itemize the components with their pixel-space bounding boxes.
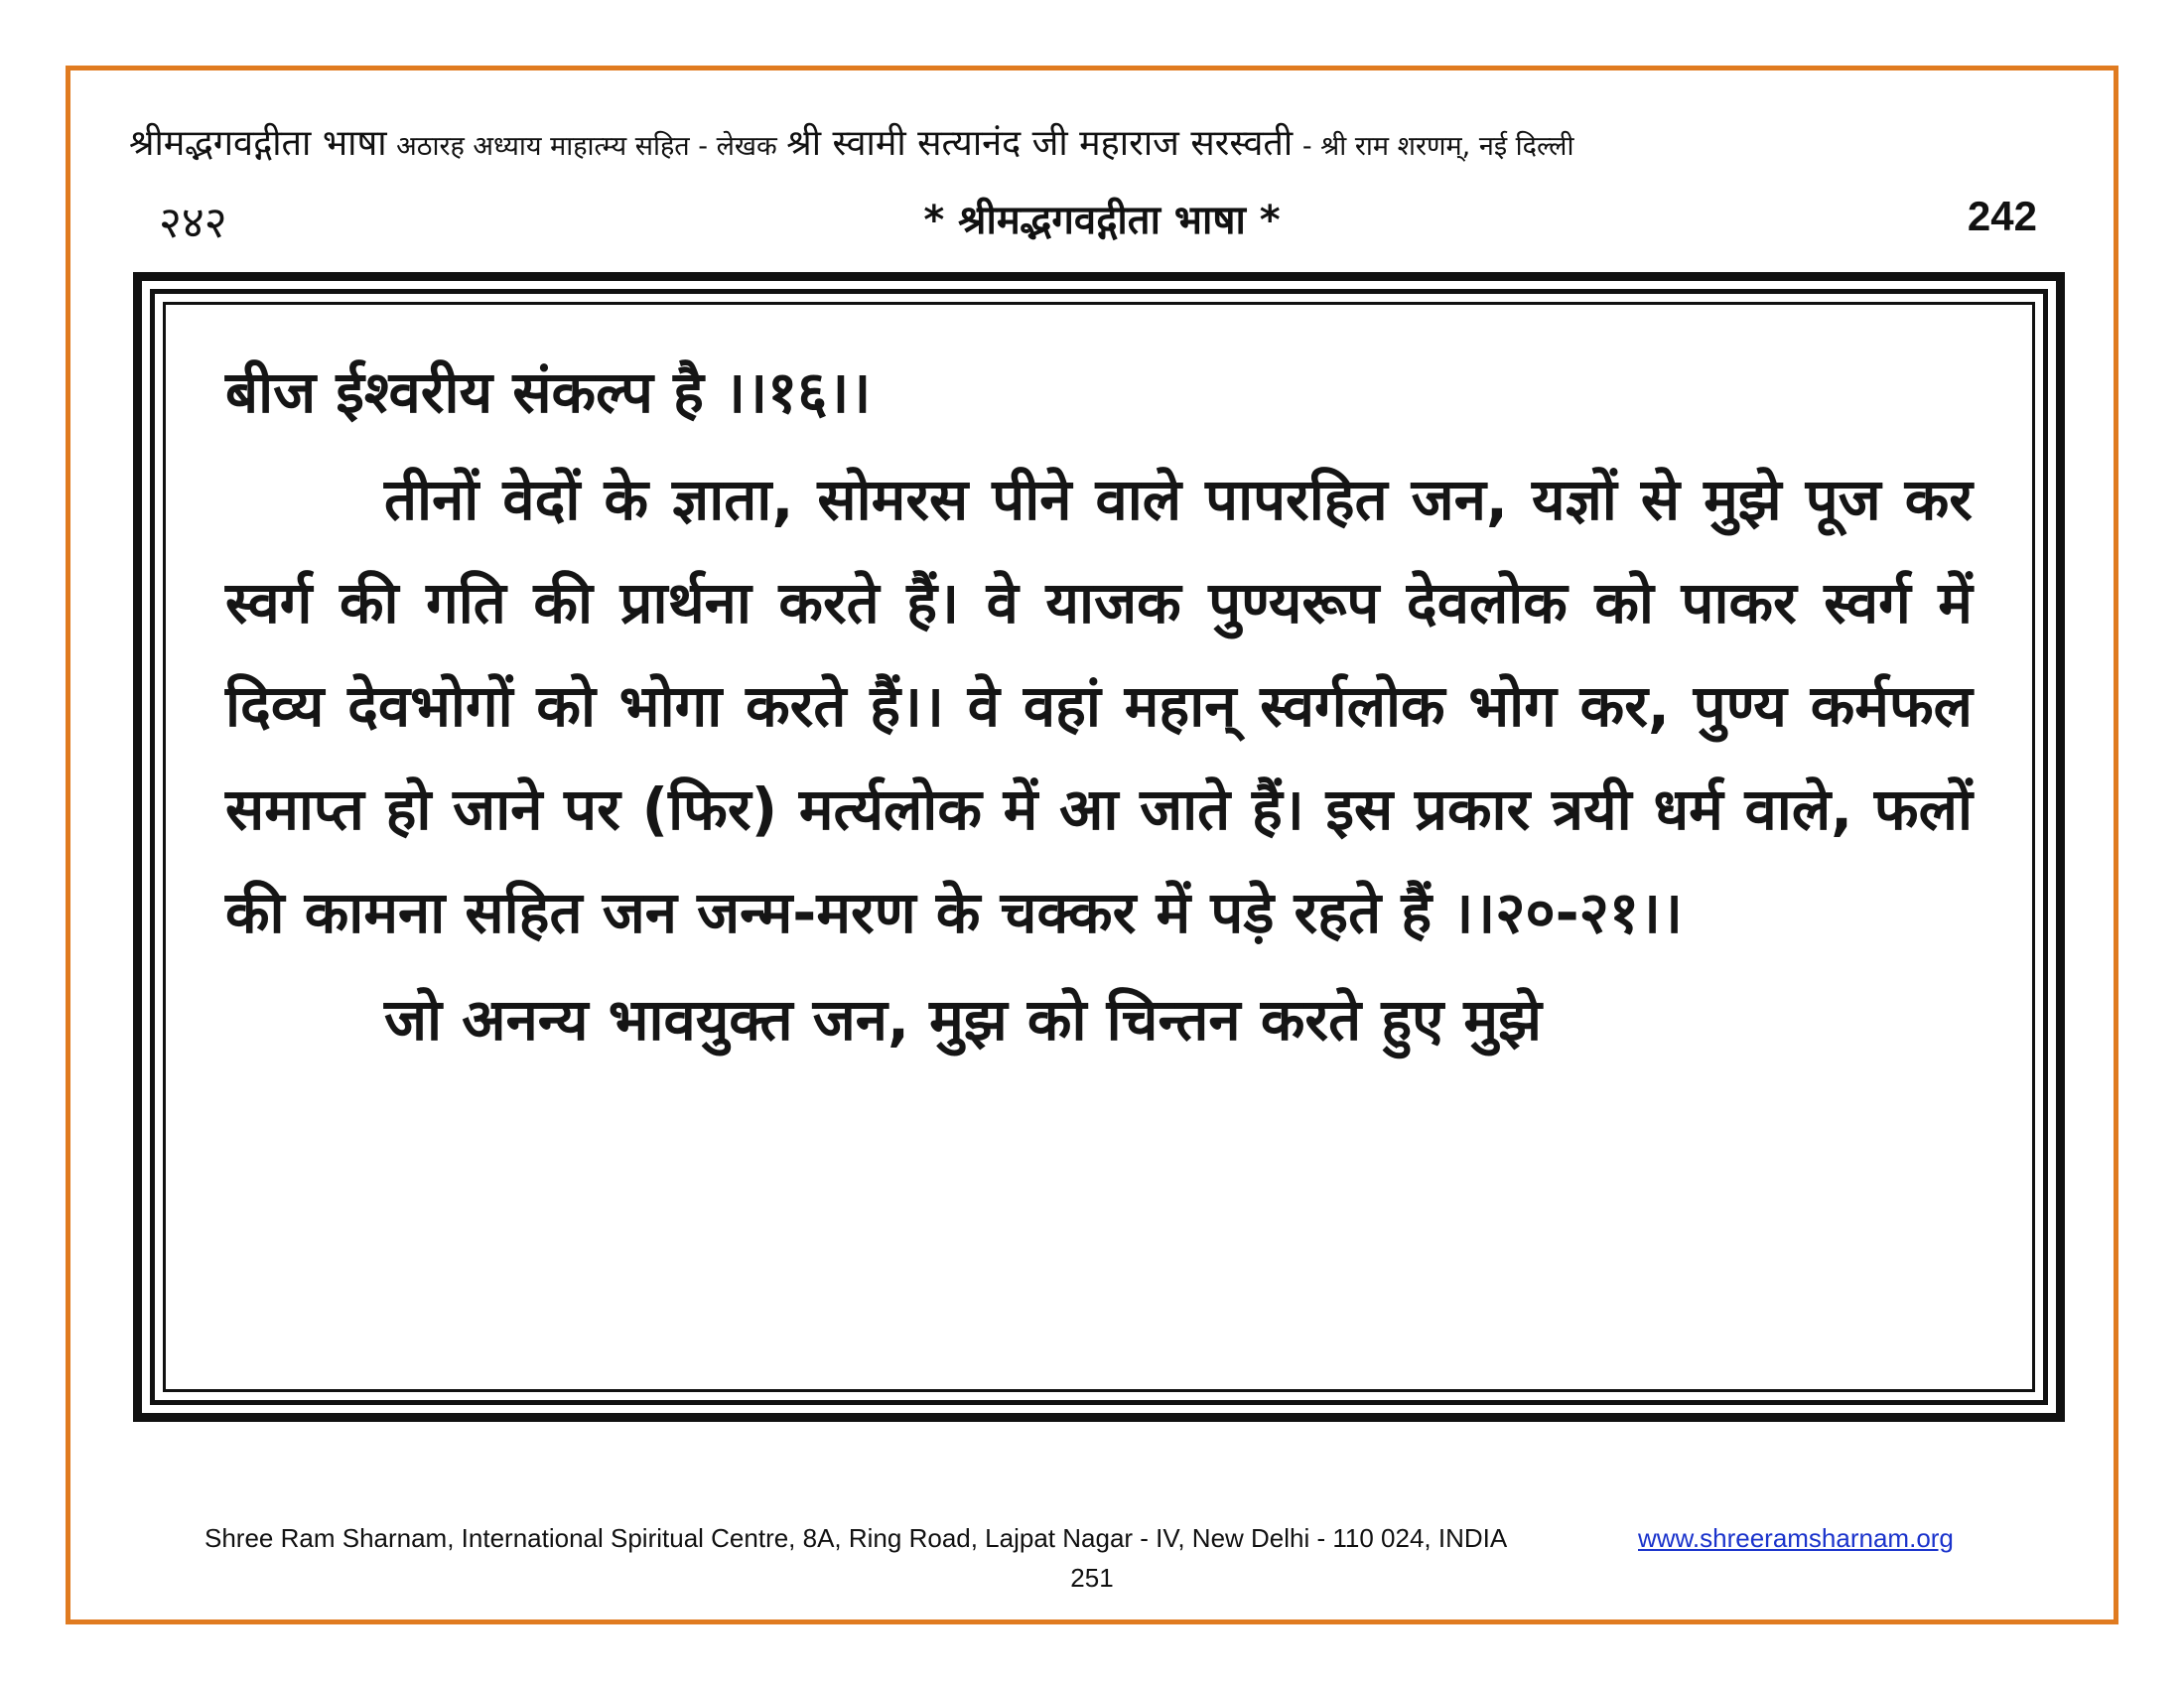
paragraph-verses-20-21: तीनों वेदों के ज्ञाता, सोमरस पीने वाले पापरहित जन, यज्ञों से मुझे पूज कर स्वर्ग की गति की प्रार्थना करते हैं। वे याजक पुण्यरूप देवलोक को पाकर स्वर्ग में दिव्य देवभोगों को भोगा करते हैं।। वे वहां महान् स्वर्गलोक भोग कर, पुण्य कर्मफल समाप्त हो जाने पर (फिर) मर्त्यलोक में आ जाते हैं। इस प्रकार त्रयी धर्म वाले, फलों की कामना सहित जन जन्म-मरण के चक्कर में पड़े रहते हैं ।।२०-२१।। [225, 466, 1973, 946]
scripture-frame [133, 272, 2065, 1422]
page-header [159, 187, 2045, 256]
running-title: * श्रीमद्भगवद्गीता भाषा * [923, 198, 1281, 243]
verse-ending-line: बीज ईश्वरीय संकल्प है ।।१६।। [225, 358, 872, 426]
footer-address: Shree Ram Sharnam, International Spiritual Centre, 8A, Ring Road, Lajpat Nagar - IV, New Delhi - 110 024, INDIA [205, 1523, 1508, 1553]
document-header [129, 117, 2075, 166]
paragraph-next-verse: जो अनन्य भावयुक्त जन, मुझ को चिन्तन करते हुए मुझे [384, 986, 1542, 1054]
page-number-arabic: 242 [1967, 193, 2037, 239]
website-link[interactable]: www.shreeramsharnam.org [1638, 1523, 1954, 1553]
author-name: श्री स्वामी सत्यानंद जी महाराज सरस्वती [786, 123, 1294, 164]
book-subtitle: अठारह अध्याय माहात्म्य सहित - लेखक [396, 131, 777, 162]
page-number-hindi: २४२ [159, 198, 227, 248]
book-name: श्रीमद्भगवद्गीता भाषा [129, 123, 387, 164]
footer-page-number: 251 [1070, 1563, 1114, 1593]
publisher-name: - श्री राम शरणम्, नई दिल्ली [1301, 131, 1574, 162]
scripture-text [225, 341, 1973, 1071]
